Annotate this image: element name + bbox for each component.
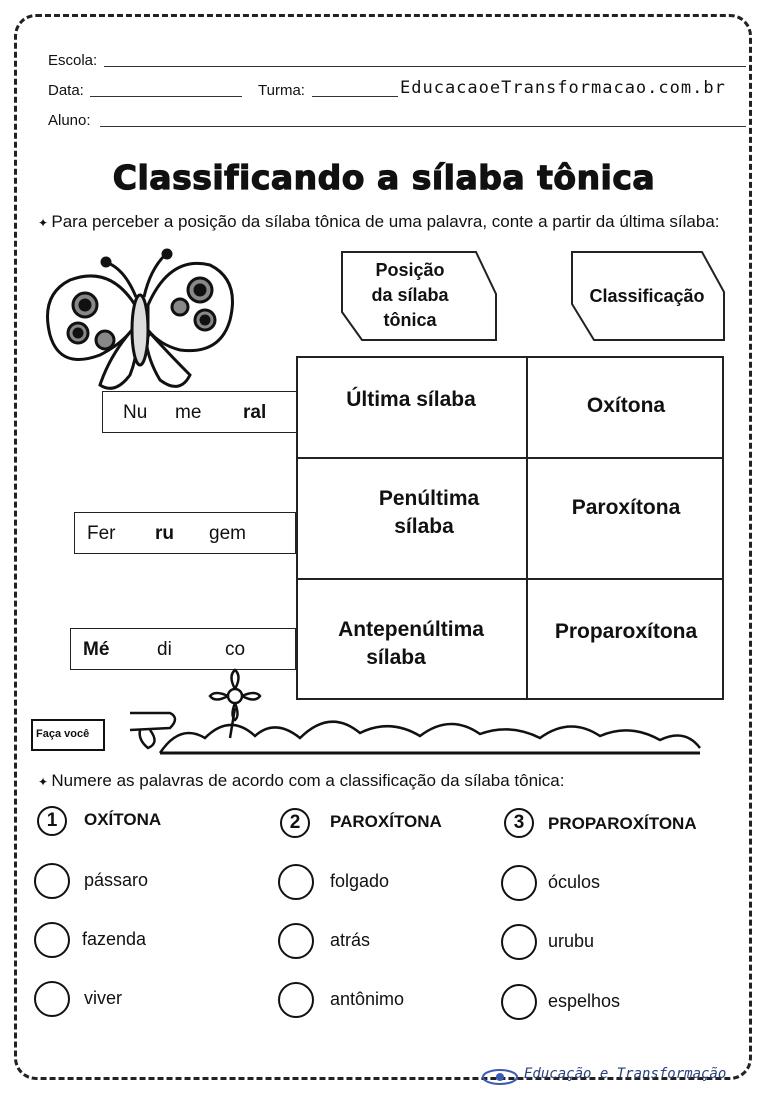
- position-text-line-2: sílaba: [394, 515, 454, 538]
- classification-tag: Classificação: [589, 286, 705, 306]
- answer-word: folgado: [330, 871, 390, 891]
- answer-circle-urubu[interactable]: [501, 924, 537, 960]
- syllable: di: [157, 639, 172, 660]
- position-text-line-1: Penúltima: [378, 487, 480, 510]
- instruction-2-text: Numere as palavras de acordo com a classificação da sílaba tônica:: [51, 771, 565, 790]
- page-title: Classificando a sílaba tônica: [112, 158, 656, 197]
- syllable: Nu: [123, 402, 148, 423]
- table-row-3-class: Proparoxítona: [554, 620, 698, 643]
- answer-circle-viver[interactable]: [34, 981, 70, 1017]
- instruction-2: [38, 770, 738, 793]
- table-divider-h2: [296, 578, 724, 580]
- stressed-syllable: Mé: [83, 639, 110, 660]
- answer-circle-fazenda[interactable]: [34, 922, 70, 958]
- example-word-3: [70, 628, 296, 670]
- position-tag-line-3: tônica: [383, 310, 437, 330]
- answer-circle-oculos[interactable]: [501, 865, 537, 901]
- table-row-1-position: [298, 386, 524, 414]
- category-label-2: PAROXÍTONA: [330, 812, 442, 831]
- example-word-2: [74, 512, 296, 554]
- category-number-2: 2: [280, 808, 310, 838]
- table-row-2-class: Paroxítona: [571, 496, 681, 519]
- student-label: Aluno:: [48, 112, 91, 129]
- date-label: Data:: [48, 82, 84, 99]
- table-row-2-position: [298, 485, 560, 541]
- syllable: gem: [209, 523, 246, 544]
- student-line: [100, 126, 746, 127]
- stressed-syllable: ru: [155, 523, 174, 544]
- syllable: Fer: [87, 523, 116, 544]
- position-text-line-1: Antepenúltima: [338, 618, 484, 641]
- answer-circle-folgado[interactable]: [278, 864, 314, 900]
- answer-word: fazenda: [82, 929, 147, 949]
- answer-circle-espelhos[interactable]: [501, 984, 537, 1020]
- category-number-1: 1: [37, 806, 67, 836]
- stressed-syllable: ral: [243, 402, 267, 423]
- table-row-3-position: [298, 616, 524, 672]
- instruction-1: [38, 211, 738, 234]
- school-label: Escola:: [48, 52, 98, 69]
- answer-word: antônimo: [330, 989, 405, 1009]
- position-tag: [345, 258, 475, 333]
- butterfly-icon: [40, 245, 240, 400]
- position-text: Última sílaba: [346, 388, 476, 411]
- example-word-1: [102, 391, 298, 433]
- answer-word: pássaro: [84, 870, 149, 890]
- answer-circle-passaro[interactable]: [34, 863, 70, 899]
- bullet-icon: ✦: [38, 216, 52, 230]
- class-label: Turma:: [258, 82, 305, 99]
- answer-word: espelhos: [548, 991, 621, 1011]
- school-line: [104, 66, 746, 67]
- answer-word: atrás: [330, 930, 371, 950]
- answer-circle-atras[interactable]: [278, 923, 314, 959]
- position-tag-line-1: Posição: [375, 260, 445, 280]
- bullet-icon: ✦: [38, 775, 52, 789]
- grass-divider-illustration: [30, 668, 740, 768]
- table-row-1-class: Oxítona: [586, 394, 666, 417]
- answer-word: urubu: [548, 931, 595, 951]
- syllable: me: [175, 402, 202, 423]
- answer-word: óculos: [548, 872, 601, 892]
- footer-brand: Educação e Transformação: [524, 1066, 727, 1082]
- instruction-1-text: Para perceber a posição da sílaba tônica de uma palavra, conte a partir da última sílaba:: [51, 212, 720, 231]
- date-line: [90, 96, 242, 97]
- table-divider-h1: [296, 457, 724, 459]
- category-label-3: PROPAROXÍTONA: [548, 814, 697, 833]
- syllable: co: [225, 639, 246, 660]
- category-label-1: OXÍTONA: [84, 810, 162, 829]
- position-tag-line-2: da sílaba: [371, 285, 449, 305]
- position-text-line-2: sílaba: [366, 646, 426, 669]
- site-url: EducacaoeTransformacao.com.br: [400, 78, 726, 98]
- faca-voce-label: Faça você: [36, 728, 90, 740]
- category-number-3: 3: [504, 808, 534, 838]
- answer-word: viver: [84, 988, 123, 1008]
- class-line: [312, 96, 398, 97]
- footer-logo-icon: [480, 1064, 520, 1090]
- answer-circle-antonimo[interactable]: [278, 982, 314, 1018]
